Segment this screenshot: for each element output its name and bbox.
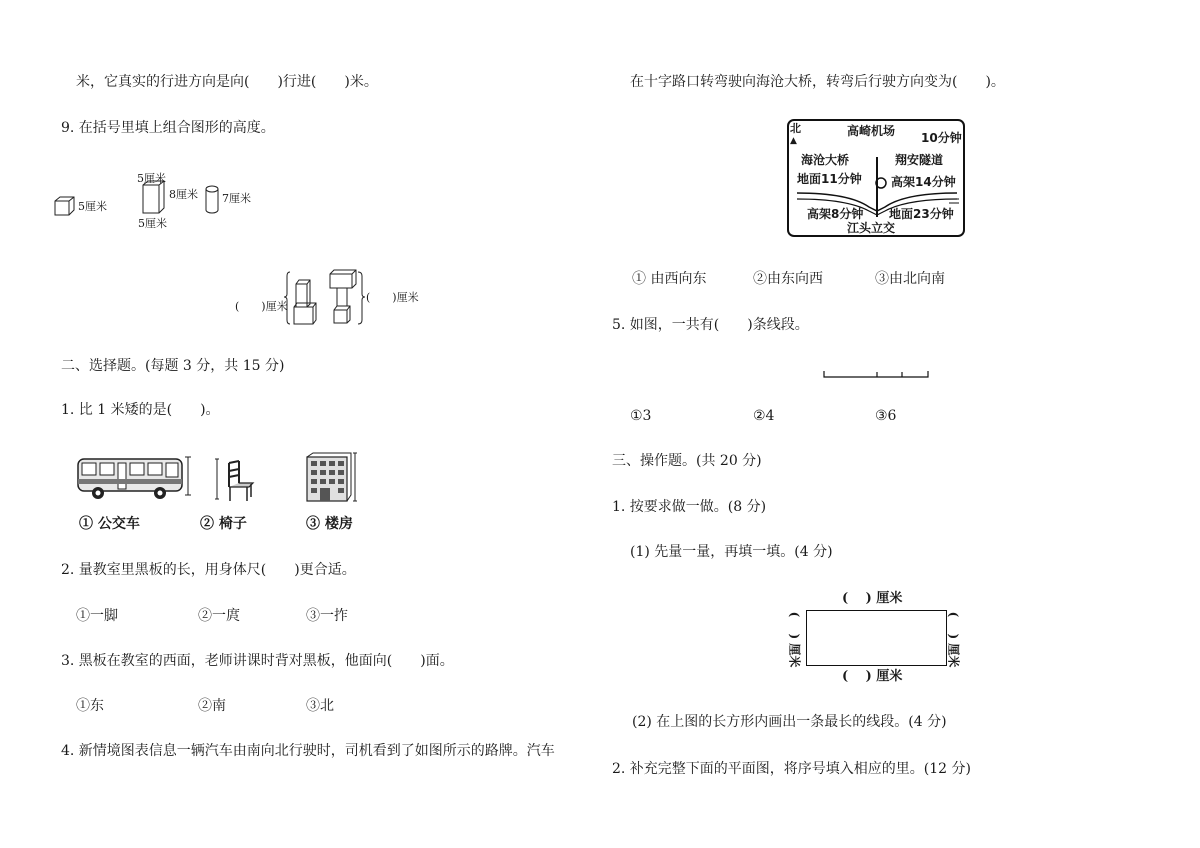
q4-continuation: 在十字路口转弯驶向海沧大桥，转弯后行驶方向变为( )。 <box>630 74 1005 90</box>
q1-option-1[interactable]: ① 公交车 <box>79 516 140 532</box>
cube-height-label: 5厘米 <box>78 200 107 213</box>
sign-right-bottom: 地面23分钟 <box>889 207 954 221</box>
combo-left-label: ( )厘米 <box>235 300 288 313</box>
op1-text: 1. 按要求做一做。(8 分) <box>612 499 767 515</box>
q3-option-3[interactable]: ③北 <box>306 698 334 714</box>
q5-text: 5. 如图，一共有( )条线段。 <box>612 317 809 333</box>
q5-option-3[interactable]: ③6 <box>875 408 897 424</box>
sign-tunnel-time: 高架14分钟 <box>891 175 956 189</box>
q3-option-1[interactable]: ①东 <box>76 698 104 714</box>
north-arrow-icon: ▲ <box>790 136 797 146</box>
building-image <box>303 451 359 505</box>
sign-north-label: 北 <box>790 122 801 135</box>
sign-bridge: 海沧大桥 <box>801 153 850 167</box>
q3-text: 3. 黑板在教室的西面，老师讲课时背对黑板，他面向( )面。 <box>61 653 454 669</box>
q4-option-1[interactable]: ① 由西向东 <box>632 271 707 287</box>
q1-option-2[interactable]: ② 椅子 <box>200 516 247 532</box>
q4-text: 4. 新情境图表信息一辆汽车由南向北行驶时，司机看到了如图所示的路牌。汽车 <box>61 743 555 759</box>
cube-figure <box>54 196 76 218</box>
rect-bottom-label: ( ) 厘米 <box>842 669 903 684</box>
sign-airport: 高崎机场 <box>847 124 896 138</box>
op2-text: 2. 补充完整下面的平面图，将序号填入相应的里。(12 分) <box>612 761 971 777</box>
segment-figure <box>822 369 932 379</box>
sign-airport-time: 10分钟 <box>921 131 962 145</box>
q2-option-3[interactable]: ③一拃 <box>306 608 348 624</box>
op1-sub2: (2) 在上图的长方形内画出一条最长的线段。(4 分) <box>632 714 947 730</box>
sign-left-bottom: 高架8分钟 <box>807 207 864 221</box>
sign-tunnel: 翔安隧道 <box>895 153 944 167</box>
bus-image <box>76 455 194 503</box>
cylinder-figure <box>205 185 221 215</box>
q8-continuation: 米，它真实的行进方向是向( )行进( )米。 <box>76 74 378 90</box>
box-bottom-label: 5厘米 <box>138 217 167 230</box>
box-top-label: 5厘米 <box>137 172 166 185</box>
q5-option-2[interactable]: ②4 <box>753 408 775 424</box>
combo-right-label: ( )厘米 <box>366 291 419 304</box>
combined-figure-left <box>284 270 324 326</box>
q2-option-1[interactable]: ①一脚 <box>76 608 118 624</box>
q2-option-2[interactable]: ②一庹 <box>198 608 240 624</box>
box-height-label: 8厘米 <box>169 188 198 201</box>
q1-text: 1. 比 1 米矮的是( )。 <box>61 402 220 418</box>
rect-left-label: ( ) 厘米 <box>787 611 802 668</box>
op1-sub1: (1) 先量一量，再填一填。(4 分) <box>630 544 833 560</box>
cuboid-figure <box>142 180 168 214</box>
section-2-heading: 二、选择题。(每题 3 分，共 15 分) <box>61 358 285 374</box>
q5-option-1[interactable]: ①3 <box>630 408 652 424</box>
q1-option-3[interactable]: ③ 楼房 <box>306 516 353 532</box>
q2-text: 2. 量教室里黑板的长，用身体尺( )更合适。 <box>61 562 356 578</box>
measure-rectangle <box>806 610 947 666</box>
road-sign <box>787 119 965 237</box>
chair-image <box>215 457 257 503</box>
q4-option-3[interactable]: ③由北向南 <box>875 271 945 287</box>
q3-option-2[interactable]: ②南 <box>198 698 226 714</box>
q4-option-2[interactable]: ②由东向西 <box>753 271 823 287</box>
cylinder-height-label: 7厘米 <box>222 192 251 205</box>
combined-figure-right <box>328 268 366 326</box>
sign-junction: 江头立交 <box>847 221 896 235</box>
rect-right-label: ( ) 厘米 <box>946 611 961 668</box>
sign-bridge-time: 地面11分钟 <box>797 172 862 186</box>
section-3-heading: 三、操作题。(共 20 分) <box>612 453 762 469</box>
rect-top-label: ( ) 厘米 <box>842 591 903 606</box>
q9-title: 9. 在括号里填上组合图形的高度。 <box>61 120 275 136</box>
